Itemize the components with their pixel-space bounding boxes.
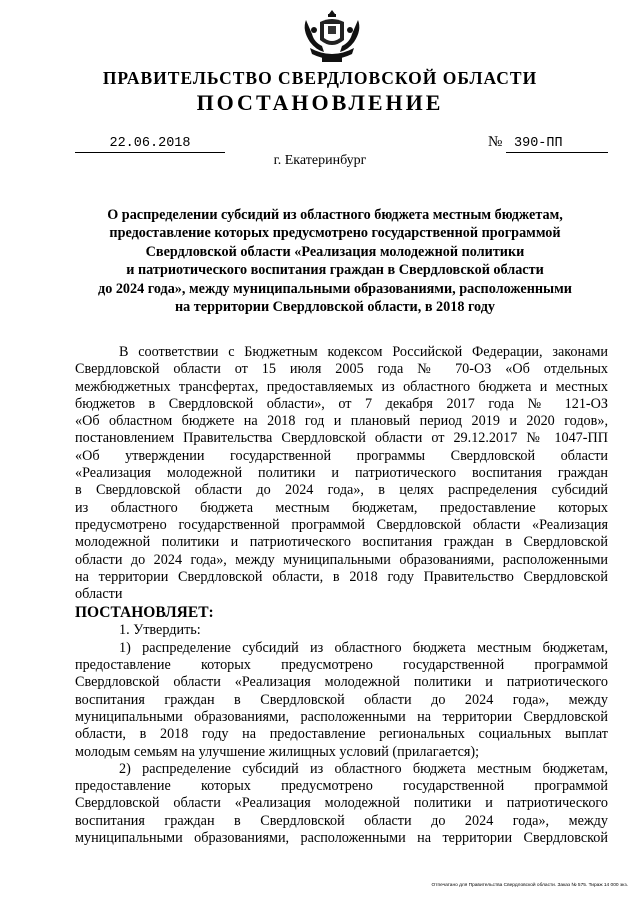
document-body	[75, 344, 608, 847]
text-line: муниципальными образованиями, расположенными на территории Свердловской	[75, 830, 608, 847]
text-line: «Реализация молодежной политики и патриотического воспитания граждан	[75, 465, 608, 482]
title-line: и патриотического воспитания граждан в Свердловской области	[126, 262, 544, 279]
text-line: бюджетов в Свердловской области», от 7 декабря 2017 года № 121-ОЗ	[75, 395, 608, 412]
text-line: 1) распределение субсидий из областного бюджета местным бюджетам,	[119, 639, 608, 656]
document-date: 22.06.2018	[75, 136, 225, 153]
title-line: до 2024 года», между муниципальными образованиями, расположенными	[98, 280, 572, 297]
text-line: «Об утверждении государственной программы Свердловской области	[75, 447, 608, 464]
text-line: предоставление которых предусмотрено государственной программой	[75, 778, 608, 795]
text-line: области	[75, 586, 123, 603]
title-line: предоставление которых предусмотрено государственной программой	[109, 225, 561, 242]
text-line: предусмотрено государственной программой Свердловской области «Реализация	[75, 516, 608, 533]
text-line: предоставление которых предусмотрено государственной программой	[75, 657, 608, 674]
text-line: молодежной политики и патриотического воспитания граждан в Свердловской	[75, 534, 608, 551]
preamble-paragraph	[75, 344, 608, 603]
text-line: воспитания граждан в Свердловской области до 2024 года», между	[75, 691, 608, 708]
text-line: межбюджетных трансфертах, предоставляемых из областного бюджета и местных	[75, 378, 608, 395]
title-line: О распределении субсидий из областного бюджета местным бюджетам,	[107, 207, 563, 223]
text-line: муниципальными образованиями, расположенными на территории Свердловской	[75, 708, 608, 725]
text-line: области, в 2018 году на предоставление региональных социальных выплат	[75, 726, 608, 743]
text-line: в Свердловской области до 2024 года», в целях распределения субсидий	[75, 482, 608, 499]
text-line: молодым семьям на улучшение жилищных условий (прилагается);	[75, 743, 480, 760]
text-line: области до 2024 года», между муниципальными образованиями, расположенными	[75, 551, 608, 568]
decree-heading: ПОСТАНОВЛЯЕТ:	[75, 604, 214, 622]
document-type: ПОСТАНОВЛЕНИЕ	[196, 90, 444, 115]
subitem-2-paragraph	[75, 761, 608, 847]
title-line: на территории Свердловской области, в 2018 году	[174, 299, 495, 316]
text-line: Свердловской области «Реализация молодежной политики и патриотического	[75, 795, 608, 812]
print-footer: Отпечатано для Правительства Свердловской области. Заказ № 575. Тираж 14 000 экз.	[431, 883, 628, 888]
text-line: Свердловской области «Реализация молодежной политики и патриотического	[75, 674, 608, 691]
text-line: на территории Свердловской области, в 2018 году Правительство Свердловской	[75, 568, 608, 585]
subitem-1-paragraph	[75, 640, 608, 761]
text-line: «Об областном бюджете на 2018 год и плановый период 2019 и 2020 годов»,	[75, 413, 608, 430]
text-line: постановлением Правительства Свердловской области от 29.12.2017 № 1047-ПП	[75, 430, 608, 447]
number-label: №	[488, 134, 503, 150]
text-line: 2) распределение субсидий из областного бюджета местным бюджетам,	[119, 760, 608, 777]
document-number: 390-ПП	[506, 136, 608, 153]
document-title	[70, 206, 600, 316]
city-name: г. Екатеринбург	[273, 153, 367, 168]
item-1-label: 1. Утвердить:	[119, 622, 201, 639]
text-line: из областного бюджета местным бюджетам, предоставление которых	[75, 499, 608, 516]
text-line: воспитания граждан в Свердловской области до 2024 года», между	[75, 812, 608, 829]
text-line: В соответствии с Бюджетным кодексом Российской Федерации, законами	[119, 344, 608, 360]
title-line: Свердловской области «Реализация молодежной политики	[145, 243, 525, 260]
coat-of-arms-emblem	[300, 8, 364, 66]
organization-name: ПРАВИТЕЛЬСТВО СВЕРДЛОВСКОЙ ОБЛАСТИ	[102, 68, 538, 88]
text-line: Свердловской области от 15 июля 2005 года № 70-ОЗ «Об отдельных	[75, 361, 608, 378]
